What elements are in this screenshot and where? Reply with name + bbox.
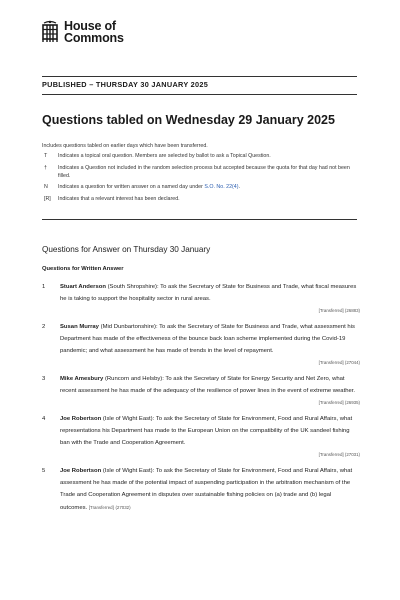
portcullis-icon bbox=[40, 20, 60, 44]
key-symbol: N bbox=[44, 184, 48, 190]
question-number: 5 bbox=[42, 468, 46, 474]
key-text: Indicates a Question not included in the random selection process but accepted because the quota for that day had not been filled. bbox=[58, 165, 350, 179]
logo-line-1: House of bbox=[64, 19, 116, 33]
section-heading: Questions for Answer on Thursday 30 January bbox=[42, 245, 211, 254]
subheading: Questions for Written Answer bbox=[42, 266, 124, 272]
question-tag: [Transferred] (26935) bbox=[318, 400, 360, 405]
section-rule bbox=[42, 219, 357, 220]
key-text: Indicates that a relevant interest has been declared. bbox=[58, 196, 180, 202]
member-name: Mike Amesbury bbox=[60, 376, 104, 382]
question-body bbox=[60, 321, 360, 358]
key-symbol: [R] bbox=[44, 196, 51, 202]
question-text: (Mid Dunbartonshire): To ask the Secretary of State for Business and Trade, what assessment his Department has made of the effectiveness of the bounce back loan scheme implemented during the Covid-19 pandemic; and what assessment he has made of trends in the level of repayment. bbox=[60, 324, 355, 355]
key-symbol: T bbox=[44, 153, 48, 159]
member-name: Joe Robertson bbox=[60, 416, 102, 422]
house-of-commons-logo bbox=[40, 20, 124, 44]
logo-line-2: Commons bbox=[64, 31, 124, 45]
member-name: Stuart Anderson bbox=[60, 284, 106, 290]
published-date: PUBLISHED – THURSDAY 30 JANUARY 2025 bbox=[42, 80, 209, 89]
question-number: 2 bbox=[42, 324, 46, 330]
question-item bbox=[42, 413, 360, 461]
question-body bbox=[60, 373, 360, 397]
question-text: (Isle of Wight East): To ask the Secretary of State for Environment, Food and Rural Affairs, what assessment he has made of the potential impact of suspending participation in the arbitration mechanism of the Trade and Cooperation Agreement in disputes over sustainable fishing policies on (a) trade and (b) legal outcomes. bbox=[60, 468, 353, 511]
key-text: Indicates a question for written answer on a named day under bbox=[58, 184, 203, 190]
question-item bbox=[42, 465, 360, 525]
question-number: 3 bbox=[42, 376, 46, 382]
published-rule bbox=[42, 94, 357, 95]
question-item bbox=[42, 321, 360, 369]
question-text: (Isle of Wight East): To ask the Secretary of State for Environment, Food and Rural Affairs, what representations his Department has made to the European Union on the compatibility of the UK sandeel fishing ban with the Trade and Cooperation Agreement. bbox=[60, 416, 353, 447]
question-text: (South Shropshire): To ask the Secretary of State for Business and Trade, what fiscal measures he is taking to support the hospitality sector in rural areas. bbox=[60, 284, 357, 303]
question-item bbox=[42, 373, 360, 409]
standing-order-link[interactable]: S.O. No. 22(4) bbox=[204, 184, 239, 190]
key-symbol: † bbox=[44, 165, 47, 171]
question-tag: [Transferred] (26883) bbox=[318, 308, 360, 313]
key-text-end: . bbox=[238, 184, 240, 190]
question-tag: [Transferred] (27031) bbox=[318, 452, 360, 457]
member-name: Joe Robertson bbox=[60, 468, 102, 474]
question-tag: [Transferred] bbox=[88, 504, 114, 510]
top-rule bbox=[42, 76, 357, 77]
question-body bbox=[60, 465, 360, 514]
question-tag: [Transferred] (27044) bbox=[318, 360, 360, 365]
question-body bbox=[60, 281, 360, 305]
member-name: Susan Murray bbox=[60, 324, 99, 330]
page-title: Questions tabled on Wednesday 29 January 2025 bbox=[42, 113, 335, 127]
intro-note: Includes questions tabled on earlier days which have been transferred. bbox=[42, 143, 208, 149]
logo-text bbox=[64, 20, 124, 44]
key-text: Indicates a topical oral question. Members are selected by ballot to ask a Topical Question. bbox=[58, 153, 271, 159]
question-text: (Runcorn and Helsby): To ask the Secretary of State for Energy Security and Net Zero, what recent assessment he has made of the adequacy of the resilience of power lines in the event of extreme weather. bbox=[60, 376, 356, 395]
question-id: (27032) bbox=[115, 504, 131, 510]
question-body bbox=[60, 413, 360, 450]
question-number: 4 bbox=[42, 416, 46, 422]
question-number: 1 bbox=[42, 284, 46, 290]
question-item bbox=[42, 281, 360, 317]
key-text-wrapper bbox=[58, 184, 358, 192]
